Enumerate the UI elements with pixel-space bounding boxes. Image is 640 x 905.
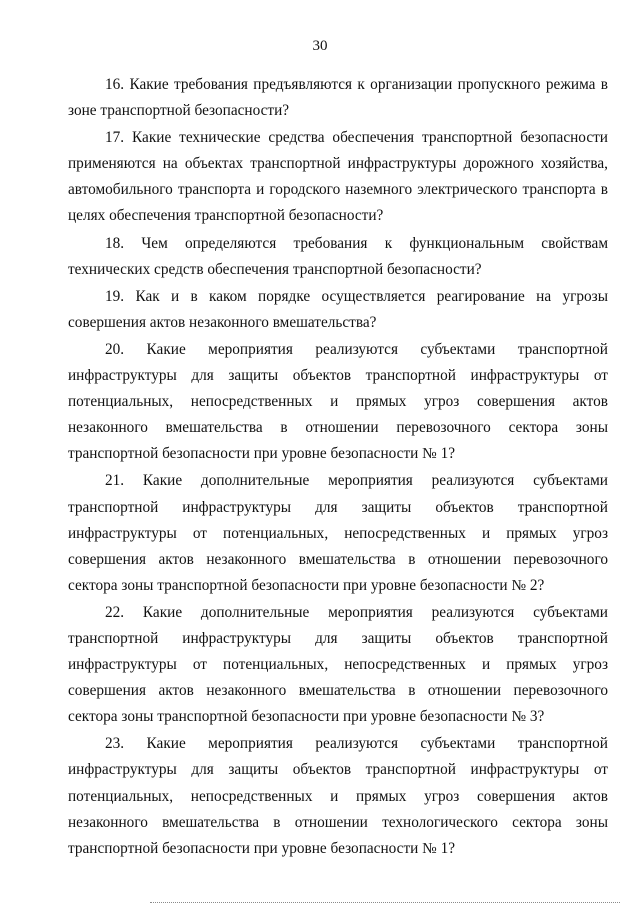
question-17: 17. Какие технические средства обеспечения транспортной безопасности применяются на объектах транспортной инфраструктуры дорожного хозяйства, автомобильного транспорта и городского наземного электрического транспорта в целях обеспечения транспортной безопасности? [68,129,608,225]
question-20: 20. Какие мероприятия реализуются субъектами транспортной инфраструктуры для защиты объектов транспортной инфраструктуры от потенциальных, непосредственных и прямых угроз совершения актов незаконного вмешательства в отношении перевозочного сектора зоны транспортной безопасности при уровне безопасности № 1? [68,340,608,463]
question-22: 22. Какие дополнительные мероприятия реализуются субъектами транспортной инфраструктуры для защиты объектов транспортной инфраструктуры от потенциальных, непосредственных и прямых угроз совершения актов незаконного вмешательства в отношении перевозочного сектора зоны транспортной безопасности при уровне безопасности № 3? [68,603,608,726]
question-18: 18. Чем определяются требования к функциональным свойствам технических средств обеспечения транспортной безопасности? [68,234,608,278]
question-23: 23. Какие мероприятия реализуются субъектами транспортной инфраструктуры для защиты объектов транспортной инфраструктуры от потенциальных, непосредственных и прямых угроз совершения актов незаконного вмешательства в отношении технологического сектора зоны транспортной безопасности при уровне безопасности № 1? [68,735,608,857]
question-list [68,72,608,863]
page-number: 30 [312,38,328,54]
question-21: 21. Какие дополнительные мероприятия реализуются субъектами транспортной инфраструктуры для защиты объектов транспортной инфраструктуры от потенциальных, непосредственных и прямых угроз совершения актов незаконного вмешательства в отношении перевозочного сектора зоны транспортной безопасности при уровне безопасности № 2? [68,472,608,594]
question-19: 19. Как и в каком порядке осуществляется реагирование на угрозы совершения актов незаконного вмешательства? [68,287,608,331]
question-16: 16. Какие требования предъявляются к организации пропускного режима в зоне транспортной безопасности? [68,76,608,120]
